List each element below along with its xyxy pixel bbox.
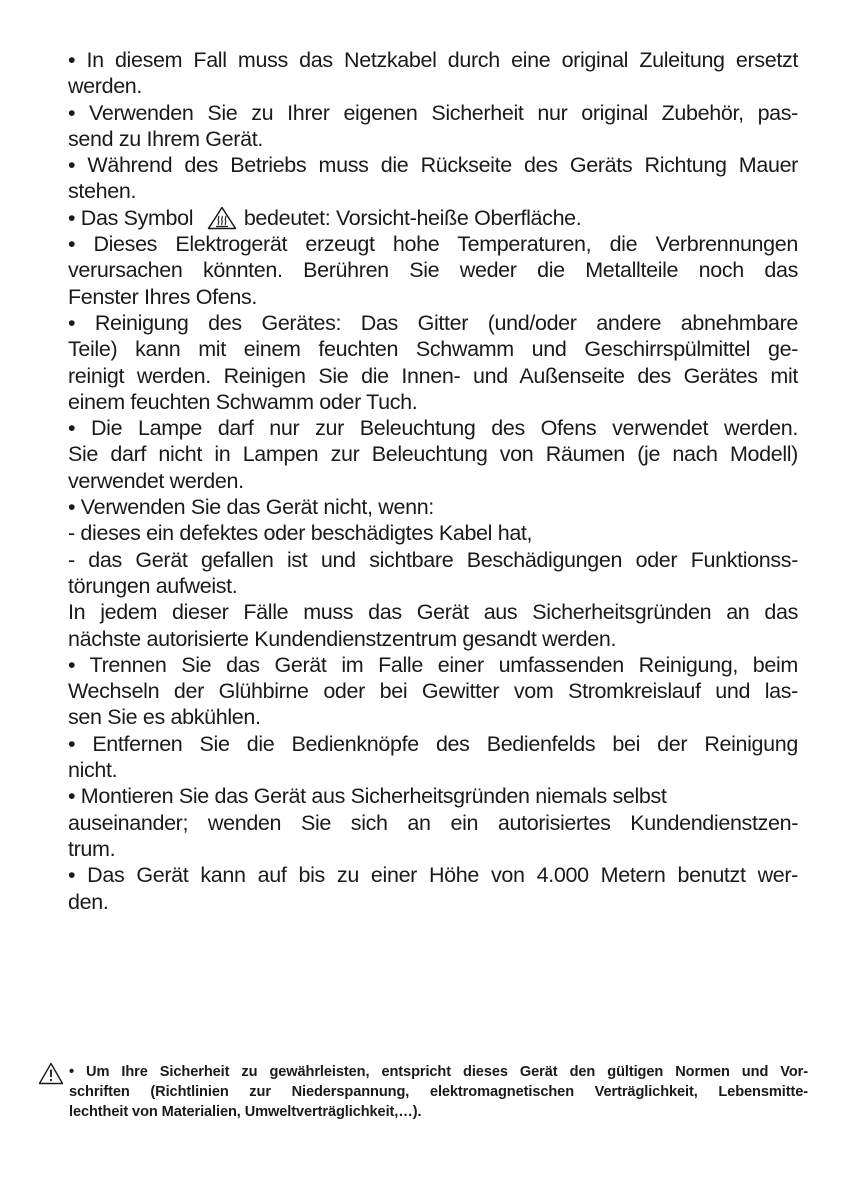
paragraph-altitude	[68, 862, 798, 915]
paragraph-power-cord	[68, 47, 798, 100]
symbol-line-before: • Das Symbol	[68, 205, 194, 230]
text-line: Fenster Ihres Ofens.	[68, 284, 257, 309]
document-body	[68, 47, 798, 915]
text-line: • Die Lampe darf nur zur Beleuchtung des Ofens verwendet werden.	[68, 416, 798, 441]
text-line: • Montieren Sie das Gerät aus Sicherheitsgründen niemals selbst	[68, 784, 667, 809]
paragraph-cleaning	[68, 310, 798, 415]
text-line: nicht.	[68, 758, 118, 783]
text-line: • Das Gerät kann auf bis zu einer Höhe von 4.000 Metern benutzt wer-	[68, 863, 798, 888]
safety-notice	[38, 1062, 808, 1122]
paragraph-device-dropped	[68, 547, 798, 600]
text-line: trum.	[68, 836, 116, 861]
text-line: • Während des Betriebs muss die Rückseite des Geräts Richtung Mauer	[68, 153, 798, 178]
text-line: einem feuchten Schwamm oder Tuch.	[68, 389, 418, 414]
symbol-line-after: bedeutet: Vorsicht-heiße Oberfläche.	[243, 205, 582, 230]
text-line	[68, 205, 798, 231]
text-line: • Verwenden Sie das Gerät nicht, wenn:	[68, 495, 434, 520]
text-line: • In diesem Fall muss das Netzkabel durch eine original Zuleitung ersetzt	[68, 48, 798, 72]
text-line: verursachen könnten. Berühren Sie weder die Metallteile noch das	[68, 258, 798, 283]
text-line: • Entfernen Sie die Bedienknöpfe des Bedienfelds bei der Reinigung	[68, 731, 798, 756]
text-line: den.	[68, 889, 109, 914]
text-line: stehen.	[68, 179, 137, 204]
text-line: • Trennen Sie das Gerät im Falle einer umfassenden Reinigung, beim	[68, 652, 798, 677]
notice-line: schriften (Richtlinien zur Niederspannung, elektromagnetischen Verträglichkeit, Lebensmitte-	[69, 1084, 808, 1100]
text-line: Sie darf nicht in Lampen zur Beleuchtung von Räumen (je nach Modell)	[68, 442, 798, 467]
text-line: auseinander; wenden Sie sich an ein autorisiertes Kundendienstzen-	[68, 810, 798, 835]
warning-triangle-icon	[38, 1062, 64, 1085]
text-line: - das Gerät gefallen ist und sichtbare Beschädigungen oder Funktionss-	[68, 547, 798, 572]
notice-line: lechtheit von Materialien, Umweltverträglichkeit,…).	[69, 1104, 422, 1120]
paragraph-wall-placement	[68, 152, 798, 205]
notice-text	[69, 1062, 808, 1122]
paragraph-service-center	[68, 599, 798, 652]
paragraph-defective-cable	[68, 520, 798, 546]
notice-line: • Um Ihre Sicherheit zu gewährleisten, entspricht dieses Gerät den gültigen Normen und Vor-	[69, 1064, 808, 1080]
text-line: - dieses ein defektes oder beschädigtes Kabel hat,	[68, 521, 533, 546]
text-line: werden.	[68, 74, 143, 99]
paragraph-do-not-use	[68, 494, 798, 520]
text-line: Wechseln der Glühbirne oder bei Gewitter vom Stromkreislauf und las-	[68, 679, 798, 704]
paragraph-accessories	[68, 100, 798, 153]
text-line: • Dieses Elektrogerät erzeugt hohe Temperaturen, die Verbrennungen	[68, 232, 798, 257]
text-line: verwendet werden.	[68, 468, 244, 493]
paragraph-lamp	[68, 415, 798, 494]
paragraph-disassembly	[68, 783, 798, 862]
text-line: • Reinigung des Gerätes: Das Gitter (und/oder andere abnehmbare	[68, 310, 798, 335]
text-line: send zu Ihrem Gerät.	[68, 126, 263, 151]
paragraph-hot-surface-symbol	[68, 205, 798, 231]
text-line: nächste autorisierte Kundendienstzentrum gesandt werden.	[68, 626, 617, 651]
hot-surface-icon	[207, 206, 237, 230]
paragraph-disconnect	[68, 652, 798, 731]
text-line: sen Sie es abkühlen.	[68, 705, 261, 730]
text-line: reinigt werden. Reinigen Sie die Innen- und Außenseite des Gerätes mit	[68, 363, 798, 388]
paragraph-high-temperature	[68, 231, 798, 310]
text-line: In jedem dieser Fälle muss das Gerät aus Sicherheitsgründen an das	[68, 600, 798, 625]
text-line: törungen aufweist.	[68, 573, 238, 598]
text-line: Teile) kann mit einem feuchten Schwamm und Geschirrspülmittel ge-	[68, 337, 798, 362]
text-line: • Verwenden Sie zu Ihrer eigenen Sicherheit nur original Zubehör, pas-	[68, 100, 798, 125]
paragraph-control-knobs	[68, 731, 798, 784]
